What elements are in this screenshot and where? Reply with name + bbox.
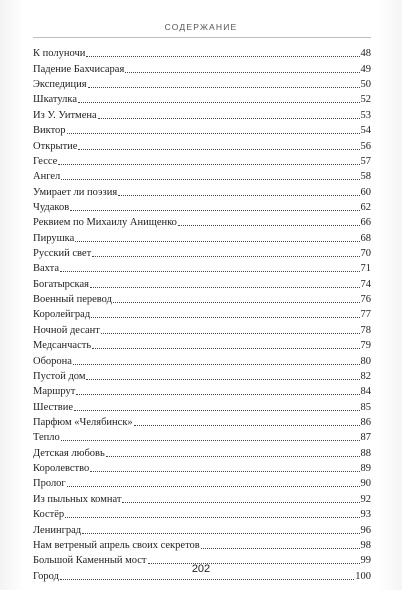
toc-entry-page: 53 [360, 109, 371, 121]
toc-entry-title: Парфюм «Челябинск» [33, 416, 133, 428]
toc-dot-leader [65, 517, 359, 518]
toc-entry [33, 398, 371, 413]
toc-dot-leader [92, 348, 359, 349]
toc-entry-title: Чудаков [33, 201, 70, 213]
toc-entry-title: Военный перевод [33, 294, 112, 306]
header-rule [33, 37, 371, 38]
toc-entry [33, 168, 371, 183]
toc-dot-leader [106, 456, 360, 457]
toc-entry-title: Маршрут [33, 386, 76, 398]
toc-entry-title: Богатырская [33, 278, 89, 290]
toc-entry [33, 106, 371, 121]
toc-entry [33, 321, 371, 336]
toc-entry-page: 99 [360, 555, 371, 567]
toc-entry [33, 137, 371, 152]
table-of-contents [33, 45, 371, 583]
toc-entry [33, 275, 371, 290]
toc-dot-leader [134, 425, 360, 426]
toc-entry-page: 62 [360, 201, 371, 213]
toc-entry-page: 84 [360, 386, 371, 398]
toc-entry [33, 490, 371, 505]
toc-entry-title: Умирает ли поэзия [33, 186, 118, 198]
toc-entry-page: 98 [360, 539, 371, 551]
toc-entry-title: Медсанчасть [33, 340, 92, 352]
toc-dot-leader [201, 548, 360, 549]
toc-entry [33, 153, 371, 168]
toc-entry-title: Пирушка [33, 232, 75, 244]
toc-dot-leader [90, 471, 359, 472]
toc-dot-leader [101, 333, 360, 334]
toc-entry-title: Ночной десант [33, 324, 100, 336]
toc-entry-title: Город [33, 570, 59, 582]
toc-entry-title: Гессе [33, 155, 58, 167]
toc-entry [33, 383, 371, 398]
toc-entry [33, 506, 371, 521]
toc-entry-page: 86 [360, 416, 371, 428]
toc-entry-page: 80 [360, 355, 371, 367]
toc-entry [33, 245, 371, 260]
toc-entry-page: 96 [360, 524, 371, 536]
toc-entry-page: 56 [360, 140, 371, 152]
toc-entry [33, 76, 371, 91]
toc-dot-leader [98, 118, 360, 119]
toc-dot-leader [78, 102, 359, 103]
toc-entry [33, 199, 371, 214]
toc-dot-leader [67, 486, 360, 487]
toc-entry-title: Из пыльных комнат [33, 493, 122, 505]
toc-entry-page: 90 [360, 478, 371, 490]
toc-entry-title: Из У. Уитмена [33, 109, 97, 121]
toc-dot-leader [86, 56, 359, 57]
toc-entry [33, 429, 371, 444]
toc-entry-title: Вахта [33, 263, 60, 275]
toc-entry-title: Шествие [33, 401, 74, 413]
toc-entry [33, 260, 371, 275]
toc-entry-title: Костёр [33, 509, 65, 521]
toc-dot-leader [178, 225, 360, 226]
toc-dot-leader [67, 133, 360, 134]
toc-dot-leader [113, 302, 360, 303]
toc-entry-title: Реквием по Михаилу Анищенко [33, 217, 177, 229]
toc-dot-leader [76, 394, 359, 395]
toc-entry [33, 368, 371, 383]
toc-entry-title: Шкатулка [33, 94, 78, 106]
toc-entry-page: 82 [360, 370, 371, 382]
toc-entry [33, 214, 371, 229]
toc-entry-page: 52 [360, 94, 371, 106]
toc-entry-page: 85 [360, 401, 371, 413]
toc-entry-page: 68 [360, 232, 371, 244]
toc-dot-leader [61, 179, 359, 180]
toc-dot-leader [88, 87, 360, 88]
toc-dot-leader [125, 72, 359, 73]
toc-entry-page: 50 [360, 79, 371, 91]
toc-dot-leader [90, 287, 360, 288]
toc-entry [33, 183, 371, 198]
toc-entry [33, 306, 371, 321]
toc-dot-leader [82, 533, 359, 534]
toc-entry [33, 291, 371, 306]
toc-entry [33, 444, 371, 459]
toc-entry [33, 337, 371, 352]
toc-entry-title: Королевство [33, 463, 90, 475]
toc-dot-leader [78, 149, 359, 150]
toc-entry-title: Виктор [33, 125, 66, 137]
toc-dot-leader [70, 210, 359, 211]
toc-dot-leader [61, 440, 360, 441]
toc-dot-leader [58, 164, 359, 165]
toc-entry-title: Королейград [33, 309, 91, 321]
toc-entry-page: 58 [360, 171, 371, 183]
toc-entry [33, 91, 371, 106]
toc-entry [33, 45, 371, 60]
page-number: 202 [191, 563, 211, 575]
toc-entry-page: 93 [360, 509, 371, 521]
toc-entry-page: 88 [360, 447, 371, 459]
toc-entry-page: 60 [360, 186, 371, 198]
toc-entry-title: Пролог [33, 478, 66, 490]
toc-entry-page: 79 [360, 340, 371, 352]
toc-entry-title: Оборона [33, 355, 72, 367]
toc-entry-page: 48 [360, 48, 371, 60]
toc-dot-leader [122, 502, 359, 503]
toc-entry-page: 71 [360, 263, 371, 275]
toc-entry-title: Падение Бахчисарая [33, 63, 125, 75]
toc-entry-title: Ангел [33, 171, 61, 183]
toc-entry-title: Русский свет [33, 248, 92, 260]
toc-entry-page: 57 [360, 155, 371, 167]
toc-entry-page: 49 [360, 63, 371, 75]
toc-entry-page: 66 [360, 217, 371, 229]
toc-entry-title: Пустой дом [33, 370, 86, 382]
toc-dot-leader [118, 195, 359, 196]
toc-entry-page: 92 [360, 493, 371, 505]
toc-dot-leader [60, 271, 359, 272]
toc-entry [33, 229, 371, 244]
toc-entry [33, 352, 371, 367]
toc-entry [33, 60, 371, 75]
toc-dot-leader [91, 317, 359, 318]
toc-entry-title: Экспедиция [33, 79, 87, 91]
toc-entry [33, 537, 371, 552]
toc-entry [33, 414, 371, 429]
toc-entry-page: 100 [355, 570, 371, 582]
toc-entry-page: 78 [360, 324, 371, 336]
toc-dot-leader [74, 410, 359, 411]
toc-entry-page: 87 [360, 432, 371, 444]
toc-dot-leader [73, 364, 360, 365]
toc-entry-page: 89 [360, 463, 371, 475]
toc-entry-page: 70 [360, 248, 371, 260]
toc-dot-leader [86, 379, 359, 380]
toc-entry-title: Нам ветреный апрель своих секретов [33, 539, 200, 551]
toc-entry-title: К полуночи [33, 48, 86, 60]
toc-entry [33, 460, 371, 475]
toc-entry-title: Открытие [33, 140, 78, 152]
toc-dot-leader [75, 241, 359, 242]
toc-entry-title: Ленинград [33, 524, 82, 536]
toc-entry [33, 475, 371, 490]
toc-entry [33, 521, 371, 536]
toc-entry [33, 122, 371, 137]
toc-entry-page: 76 [360, 294, 371, 306]
toc-dot-leader [60, 579, 354, 580]
toc-entry-title: Детская любовь [33, 447, 105, 459]
toc-entry-title: Большой Каменный мост [33, 555, 147, 567]
running-head: СОДЕРЖАНИЕ [164, 22, 238, 32]
toc-entry-page: 74 [360, 278, 371, 290]
toc-entry-title: Тепло [33, 432, 60, 444]
toc-entry-page: 54 [360, 125, 371, 137]
toc-dot-leader [92, 256, 359, 257]
toc-entry-page: 77 [360, 309, 371, 321]
